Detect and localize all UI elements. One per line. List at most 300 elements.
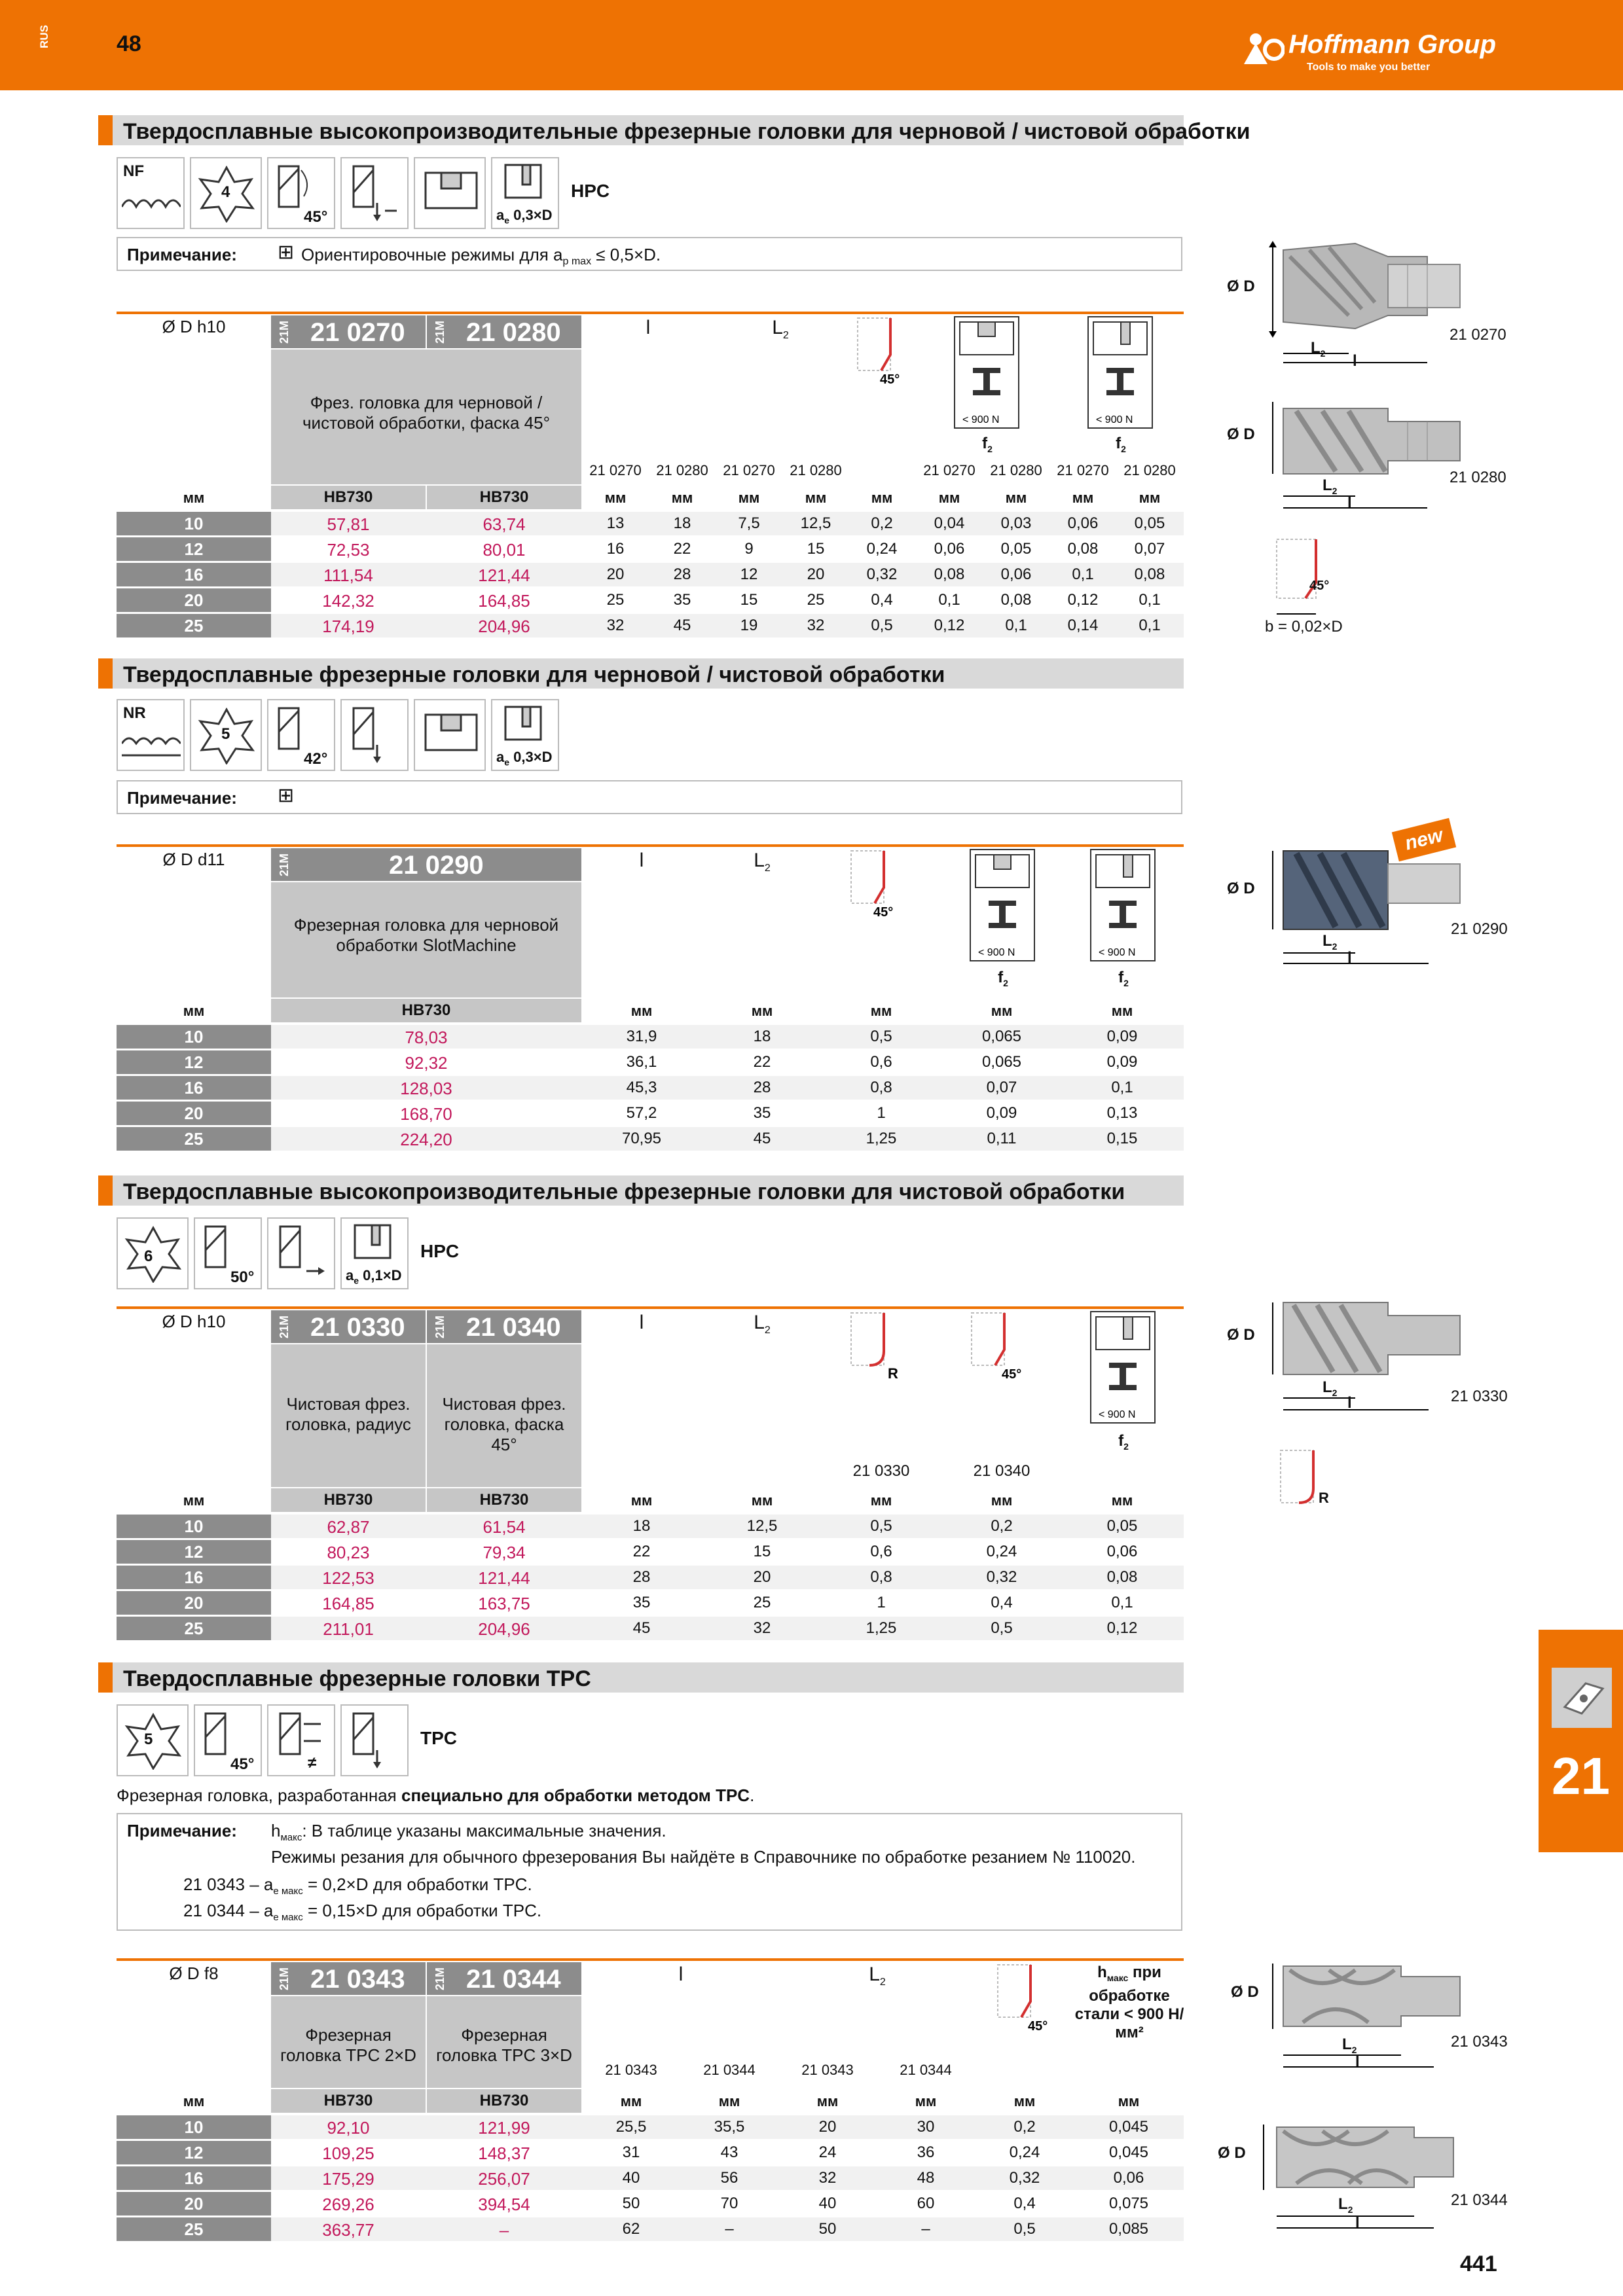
art-header-210340: 21M 21 0340: [427, 1310, 581, 1343]
diameter-cell: 25: [117, 2217, 271, 2241]
price-cell: 121,44: [478, 565, 530, 585]
tool-image-210270: Ø D $L_2$ l 21 0270: [1257, 237, 1519, 371]
feed-slot-icon: [969, 848, 1037, 966]
value-cell: 24: [818, 2144, 837, 2161]
section1-table-top: [117, 312, 1184, 314]
tpc-label: TPC: [414, 1704, 482, 1776]
value-cell: 0,5: [1013, 2220, 1036, 2238]
plunge-icon: [340, 157, 409, 229]
value-cell: 31: [622, 2144, 640, 2161]
unit-label: мм: [871, 490, 893, 506]
value-cell: –: [921, 2220, 930, 2238]
value-cell: 0,075: [1108, 2195, 1149, 2212]
row-divider: [117, 1151, 1184, 1153]
plunge-icon: [340, 1704, 409, 1776]
value-cell: 45: [753, 1130, 771, 1147]
value-cell: 48: [917, 2169, 935, 2187]
price-cell: 92,32: [405, 1053, 448, 1073]
value-cell: 40: [818, 2195, 837, 2212]
sub-column-label: 21 0280: [790, 462, 842, 478]
value-cell: 70: [720, 2195, 739, 2212]
value-cell: 35: [632, 1594, 651, 1611]
tool-image-210344: Ø D $L_2$ l 21 0344: [1257, 2118, 1519, 2252]
value-cell: 0,5: [991, 1619, 1013, 1637]
price-cell: 204,96: [478, 1619, 530, 1639]
value-cell: 22: [632, 1543, 651, 1560]
price-cell: 121,44: [478, 1568, 530, 1588]
sub-column-label: 21 0270: [923, 462, 976, 478]
svg-text:< 900 N: < 900 N: [962, 414, 1000, 425]
value-cell: 0,1: [1005, 617, 1027, 634]
section2-title: Твердосплавные фрезерные головки для черновой / чистовой обработки: [98, 658, 1184, 689]
hpc-label: HPC: [564, 157, 632, 229]
price-cell: 57,81: [327, 514, 370, 534]
svg-text:45°: 45°: [1028, 2019, 1048, 2034]
unit-label: мм: [738, 490, 760, 506]
diameter-cell: 16: [117, 1076, 271, 1100]
price-cell: 211,01: [323, 1619, 374, 1639]
teeth-count-icon: 4: [190, 157, 262, 229]
unit-label: мм: [671, 490, 693, 506]
value-cell: 9: [744, 540, 754, 558]
unit-label: мм: [1005, 490, 1027, 506]
teeth-count-icon: 5: [117, 1704, 189, 1776]
value-cell: 35: [753, 1104, 771, 1122]
value-cell: 0,06: [1067, 514, 1099, 532]
value-cell: 20: [818, 2118, 837, 2136]
value-cell: 0,13: [1106, 1104, 1138, 1122]
value-cell: 0,6: [870, 1053, 892, 1071]
value-cell: 0,1: [1139, 591, 1161, 609]
price-cell: 62,87: [327, 1517, 370, 1537]
sub-column-label: 21 0344: [900, 2062, 952, 2078]
diameter-cell: 20: [117, 588, 271, 612]
price-cell: 63,74: [483, 514, 526, 534]
value-cell: –: [725, 2220, 734, 2238]
value-cell: 13: [606, 514, 625, 532]
value-cell: 0,4: [871, 591, 893, 609]
value-cell: 28: [673, 565, 691, 583]
brand-tagline: Tools to make you better: [1307, 62, 1431, 73]
price-cell: 363,77: [322, 2220, 374, 2240]
value-cell: 0,5: [870, 1517, 892, 1535]
value-cell: 0,045: [1108, 2118, 1149, 2136]
hoffmann-logo-icon: [1244, 30, 1285, 64]
sub-column-label: 21 0280: [1123, 462, 1176, 478]
diameter-cell: 10: [117, 512, 271, 535]
value-cell: 45: [632, 1619, 651, 1637]
value-cell: 50: [622, 2195, 640, 2212]
value-cell: 7,5: [738, 514, 760, 532]
helix-angle-icon: 45°: [194, 1704, 262, 1776]
helix-angle-icon: 45°: [267, 157, 335, 229]
value-cell: 45,3: [626, 1079, 657, 1096]
svg-text:45°: 45°: [1002, 1367, 1022, 1382]
section2-note: Примечание: ⊞: [117, 780, 1182, 814]
value-cell: 0,4: [991, 1594, 1013, 1611]
value-cell: 0,24: [986, 1543, 1017, 1560]
art-header-210280: 21M 21 0280: [427, 315, 581, 348]
new-badge: new: [1392, 818, 1456, 861]
diameter-cell: 12: [117, 1050, 271, 1074]
sub-column-label: 21 0343: [605, 2062, 657, 2078]
language-code: RUS: [38, 25, 50, 48]
price-cell: 175,29: [322, 2169, 374, 2189]
value-cell: 0,2: [991, 1517, 1013, 1535]
chamfer-45-icon: [969, 1310, 1034, 1382]
svg-text:45°: 45°: [880, 372, 900, 387]
value-cell: 0,085: [1108, 2220, 1149, 2238]
value-cell: 20: [606, 565, 625, 583]
value-cell: 0,8: [870, 1079, 892, 1096]
value-cell: 25: [606, 591, 625, 609]
svg-text:< 900 N: < 900 N: [1099, 1409, 1136, 1420]
value-cell: 45: [673, 617, 691, 634]
chapter-tab[interactable]: 21: [1539, 1630, 1623, 1852]
diameter-cell: 20: [117, 2192, 271, 2215]
section1-title: Твердосплавные высокопроизводительные фрезерные головки для черновой / чистовой обработки: [98, 115, 1184, 145]
unit-label: мм: [604, 490, 627, 506]
value-cell: 0,32: [866, 565, 898, 583]
diameter-cell: 10: [117, 1025, 271, 1049]
helix-angle-icon: 42°: [267, 699, 335, 771]
unit-label: мм: [870, 1003, 892, 1019]
diameter-cell: 10: [117, 2115, 271, 2139]
value-cell: 0,24: [866, 540, 898, 558]
price-cell: 204,96: [478, 617, 530, 636]
price-cell: 78,03: [405, 1028, 448, 1047]
price-cell: 128,03: [400, 1079, 452, 1098]
value-cell: 0,08: [1000, 591, 1032, 609]
art-header-210290: 21M 21 0290: [271, 848, 581, 881]
price-cell: 148,37: [478, 2144, 530, 2163]
row-divider: [117, 1641, 1184, 1642]
value-cell: 0,06: [1113, 2169, 1144, 2187]
svg-text:< 900 N: < 900 N: [1099, 947, 1136, 958]
hpc-label: HPC: [414, 1217, 482, 1289]
value-cell: 0,05: [1134, 514, 1165, 532]
value-cell: 57,2: [626, 1104, 657, 1122]
section2-table-top: [117, 844, 1184, 847]
tool-image-210280: Ø D $L_2$ l 21 0280: [1257, 395, 1519, 516]
diameter-cell: 20: [117, 1102, 271, 1125]
milling-insert-icon: [1552, 1668, 1612, 1728]
unit-label: мм: [938, 490, 960, 506]
diameter-cell: 25: [117, 1127, 271, 1151]
value-cell: 19: [740, 617, 758, 634]
value-cell: 0,045: [1108, 2144, 1149, 2161]
sub-column-label: 21 0280: [990, 462, 1042, 478]
sub-column-label: 21 0344: [703, 2062, 756, 2078]
value-cell: 0,1: [1072, 565, 1094, 583]
diameter-cell: 12: [117, 537, 271, 561]
profile-nf-icon: NF: [117, 157, 185, 229]
unit-label: мм: [1013, 2093, 1036, 2109]
value-cell: 70,95: [621, 1130, 662, 1147]
side-milling-icon: $a_e$ 0,1×D: [340, 1217, 409, 1289]
value-cell: 22: [673, 540, 691, 558]
sub-column-label: 21 0343: [801, 2062, 854, 2078]
unit-label: мм: [718, 2093, 740, 2109]
tpc-intro: Фрезерная головка, разработанная специально для обработки методом TPC.: [117, 1785, 755, 1805]
price-cell: 164,85: [322, 1594, 374, 1613]
dia-header: Ø D h10: [162, 317, 226, 336]
price-cell: 80,23: [327, 1543, 370, 1562]
diameter-cell: 25: [117, 1617, 271, 1640]
value-cell: 0,1: [1111, 1079, 1133, 1096]
price-cell: 121,99: [478, 2118, 530, 2138]
tool-image-210290: new Ø D $L_2$ l 21 0290: [1257, 825, 1519, 972]
value-cell: 22: [753, 1053, 771, 1071]
value-cell: 0,1: [1139, 617, 1161, 634]
price-cell: 92,10: [327, 2118, 370, 2138]
value-cell: 35: [673, 591, 691, 609]
price-cell: 394,54: [478, 2195, 530, 2214]
hmax-header: $h_{макс}$ при обработке стали < 900 Н/мм²: [1074, 1964, 1184, 2041]
section4-note: Примечание: $h_{макс}$: В таблице указаны максимальные значения. Режимы резания для обычного фрезерования Вы найдёте в Справочнике по обработке резанием № 110020. 21 $0343 - a_{e макс} = 0,2\times D$ для обработки TPC. 21 $0344 - a_{e макс} = 0,15\times D$ для обработки TPC.: [117, 1813, 1182, 1931]
value-cell: 0,06: [934, 540, 965, 558]
price-cell: 142,32: [322, 591, 374, 611]
value-cell: 30: [917, 2118, 935, 2136]
teeth-count-icon: 6: [117, 1217, 189, 1289]
value-cell: 0,14: [1067, 617, 1099, 634]
teeth-count-icon: 5: [190, 699, 262, 771]
value-cell: 0,2: [1013, 2118, 1036, 2136]
value-cell: 0,03: [1000, 514, 1032, 532]
value-cell: 0,065: [981, 1053, 1022, 1071]
unit-label: мм: [1111, 1003, 1133, 1019]
value-cell: 35,5: [714, 2118, 745, 2136]
value-cell: 0,07: [1134, 540, 1165, 558]
value-cell: 0,06: [1000, 565, 1032, 583]
value-cell: 12: [740, 565, 758, 583]
price-cell: 79,34: [483, 1543, 526, 1562]
section3-table-top: [117, 1306, 1184, 1309]
chamfer-45-icon: [848, 848, 901, 920]
svg-text:45°: 45°: [873, 905, 894, 920]
unit-label: мм: [183, 490, 205, 506]
unit-label: мм: [991, 1003, 1013, 1019]
art-header-210343: 21M 21 0343: [271, 1962, 426, 1995]
price-cell: 174,19: [322, 617, 374, 636]
row-divider: [117, 638, 1184, 639]
side-feed-icon: [267, 1217, 335, 1289]
value-cell: 15: [753, 1543, 771, 1560]
price-cell: 109,25: [322, 2144, 374, 2163]
section1-desc-block: Фрез. головка для черновой / чистовой обработки, фаска 45°: [271, 350, 581, 484]
side-milling-icon: $a_e$ 0,3×D: [491, 699, 559, 771]
value-cell: 0,12: [1106, 1619, 1138, 1637]
value-cell: 1,25: [866, 1130, 897, 1147]
sub-column-label: 21 0280: [656, 462, 708, 478]
price-cell: –: [499, 2220, 509, 2240]
section4-table-top: [117, 1958, 1184, 1961]
diameter-cell: 12: [117, 1540, 271, 1564]
value-cell: 40: [622, 2169, 640, 2187]
unit-label: мм: [991, 1492, 1013, 1509]
value-cell: 0,06: [1106, 1543, 1138, 1560]
value-cell: 32: [753, 1619, 771, 1637]
value-cell: 0,04: [934, 514, 965, 532]
svg-text:R: R: [888, 1365, 898, 1382]
feed-side-icon: [1089, 1310, 1158, 1428]
unit-label: мм: [620, 2093, 642, 2109]
value-cell: 0,15: [1106, 1130, 1138, 1147]
value-cell: 0,2: [871, 514, 893, 532]
diameter-cell: 10: [117, 1515, 271, 1538]
value-cell: 15: [740, 591, 758, 609]
price-cell: 256,07: [478, 2169, 530, 2189]
value-cell: 20: [753, 1568, 771, 1586]
unit-label: мм: [183, 1003, 205, 1019]
value-cell: 0,07: [986, 1079, 1017, 1096]
value-cell: 0,6: [870, 1543, 892, 1560]
value-cell: 0,065: [981, 1028, 1022, 1045]
row-divider: [117, 2242, 1184, 2243]
trochoidal-icon: ≠: [267, 1704, 335, 1776]
section1-note: Примечание: ⊞ Ориентировочные режимы для $a_{p max} \le 0,5\times D$.: [117, 237, 1182, 271]
svg-text:< 900 N: < 900 N: [978, 947, 1015, 958]
radius-icon: [848, 1310, 914, 1382]
price-cell: 269,26: [322, 2195, 374, 2214]
value-cell: 0,32: [1009, 2169, 1040, 2187]
feed-side-icon: [1089, 848, 1158, 966]
svg-text:< 900 N: < 900 N: [1096, 414, 1133, 425]
unit-label: мм: [751, 1492, 773, 1509]
tool-image-210330: Ø D $L_2$ l 21 0330: [1257, 1296, 1519, 1430]
value-cell: 12,5: [746, 1517, 778, 1535]
value-cell: 28: [632, 1568, 651, 1586]
value-cell: 18: [673, 514, 691, 532]
section3-title: Твердосплавные высокопроизводительные фрезерные головки для чистовой обработки: [98, 1175, 1184, 1206]
feed-side-icon: [1087, 315, 1155, 433]
unit-label: мм: [183, 1492, 205, 1509]
value-cell: 50: [818, 2220, 837, 2238]
unit-label: мм: [630, 1492, 653, 1509]
unit-label: мм: [1118, 2093, 1140, 2109]
value-cell: 32: [807, 617, 825, 634]
value-cell: 0,12: [1067, 591, 1099, 609]
value-cell: 0,32: [986, 1568, 1017, 1586]
brand-name: Hoffmann Group: [1288, 30, 1497, 59]
value-cell: 1: [877, 1594, 886, 1611]
price-cell: 164,85: [478, 591, 530, 611]
diameter-cell: 12: [117, 2141, 271, 2164]
value-cell: 0,08: [1134, 565, 1165, 583]
value-cell: 0,05: [1106, 1517, 1138, 1535]
diameter-cell: 16: [117, 563, 271, 586]
diameter-cell: 20: [117, 1591, 271, 1615]
plunge-icon: [340, 699, 409, 771]
art-header-210344: 21M 21 0344: [427, 1962, 581, 1995]
unit-label: мм: [1139, 490, 1161, 506]
value-cell: 31,9: [626, 1028, 657, 1045]
value-cell: 62: [622, 2220, 640, 2238]
value-cell: 20: [807, 565, 825, 583]
slot-milling-icon: [414, 157, 486, 229]
value-cell: 28: [753, 1079, 771, 1096]
sub-column-label: 21 0270: [589, 462, 642, 478]
price-cell: 111,54: [323, 565, 373, 585]
value-cell: 36: [917, 2144, 935, 2161]
sub-column-label: 21 0270: [723, 462, 775, 478]
chamfer-45-icon: [855, 315, 907, 387]
tool-image-210343: Ø D $L_2$ l 21 0343: [1257, 1957, 1519, 2091]
value-cell: 0,08: [1106, 1568, 1138, 1586]
value-cell: 0,09: [1106, 1053, 1138, 1071]
value-cell: 16: [606, 540, 625, 558]
value-cell: 0,05: [1000, 540, 1032, 558]
diameter-cell: 25: [117, 614, 271, 637]
value-cell: 1: [877, 1104, 886, 1122]
unit-label: мм: [816, 2093, 839, 2109]
value-cell: 12,5: [800, 514, 831, 532]
value-cell: 0,5: [870, 1028, 892, 1045]
value-cell: 0,08: [934, 565, 965, 583]
side-milling-icon: $a_e$ 0,3×D: [491, 157, 559, 229]
value-cell: 0,24: [1009, 2144, 1040, 2161]
value-cell: 56: [720, 2169, 739, 2187]
art-header-210330: 21M 21 0330: [271, 1310, 426, 1343]
value-cell: 32: [818, 2169, 837, 2187]
value-cell: 0,4: [1013, 2195, 1036, 2212]
value-cell: 32: [606, 617, 625, 634]
unit-label: мм: [870, 1492, 892, 1509]
price-cell: 72,53: [327, 540, 370, 560]
unit-label: мм: [751, 1003, 773, 1019]
value-cell: 1,25: [866, 1619, 897, 1637]
value-cell: 0,11: [987, 1130, 1017, 1147]
chamfer-detail: 45° b = 0,02×D: [1257, 537, 1362, 632]
value-cell: 0,8: [870, 1568, 892, 1586]
price-cell: 80,01: [483, 540, 526, 560]
value-cell: 36,1: [626, 1053, 657, 1071]
unit-label: мм: [915, 2093, 937, 2109]
unit-label: мм: [1111, 1492, 1133, 1509]
value-cell: 25: [807, 591, 825, 609]
col-L2: $L_2$: [772, 317, 789, 341]
page-number-right: 441: [1460, 2251, 1497, 2276]
value-cell: 60: [917, 2195, 935, 2212]
value-cell: 25,5: [615, 2118, 647, 2136]
sub-column-label: 21 0270: [1057, 462, 1109, 478]
unit-label: мм: [1072, 490, 1094, 506]
unit-label: мм: [630, 1003, 653, 1019]
value-cell: 15: [807, 540, 825, 558]
diameter-cell: 16: [117, 2166, 271, 2190]
value-cell: 25: [753, 1594, 771, 1611]
price-cell: 168,70: [400, 1104, 452, 1124]
value-cell: 0,08: [1067, 540, 1099, 558]
value-cell: 0,1: [938, 591, 960, 609]
value-cell: 0,5: [871, 617, 893, 634]
price-cell: 122,53: [322, 1568, 374, 1588]
value-cell: 0,09: [1106, 1028, 1138, 1045]
value-cell: 0,12: [934, 617, 965, 634]
price-cell: 163,75: [478, 1594, 530, 1613]
slot-milling-icon: [414, 699, 486, 771]
helix-angle-icon: 50°: [194, 1217, 262, 1289]
value-cell: 18: [632, 1517, 651, 1535]
chamfer-45-icon: [995, 1962, 1061, 2034]
page-number-left: 48: [117, 31, 141, 56]
value-cell: 0,09: [986, 1104, 1017, 1122]
value-cell: 0,1: [1111, 1594, 1133, 1611]
value-cell: 18: [753, 1028, 771, 1045]
value-cell: 43: [720, 2144, 739, 2161]
feed-slot-icon: [953, 315, 1021, 433]
section4-title: Твердосплавные фрезерные головки TPC: [98, 1662, 1184, 1693]
